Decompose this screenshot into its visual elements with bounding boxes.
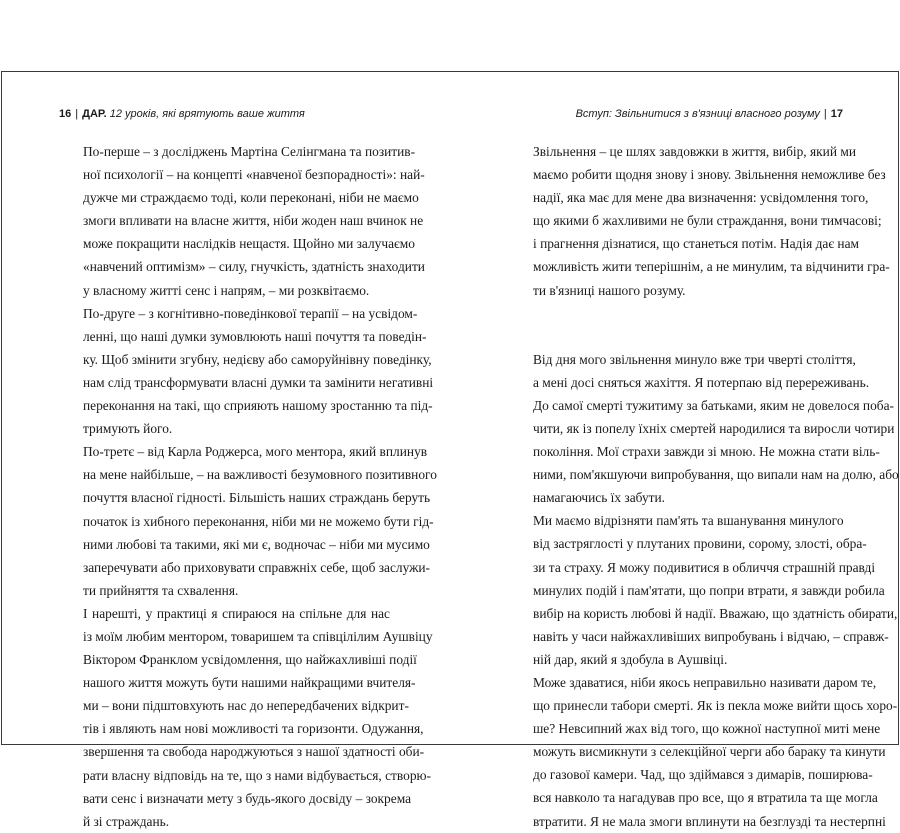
book-subtitle: 12 уроків, які врятують ваше життя — [109, 108, 305, 120]
right-body-text — [509, 140, 899, 833]
text-line: можуть висмикнути з селекційної черги або бараку та кинути — [533, 744, 886, 760]
text-line: може покращити наслідків нещастя. Щойно ми залучаємо — [83, 236, 415, 252]
text-line: ними, пом'якшуючи випробування, що випали нам на долю, або — [533, 467, 899, 483]
text-line: а мені досі сняться жахіття. Я потерпаю від перереживань. — [533, 374, 870, 390]
text-line: початок із хибного переконання, ніби ми не можемо бути гід- — [83, 513, 434, 529]
text-line: що якими б жахливими не були страждання, вони тимчасові; — [533, 213, 882, 229]
text-line: По-третє – від Карла Роджерса, мого ментора, який вплинув — [83, 444, 428, 460]
text-line: намагаючись їх забути. — [533, 490, 666, 506]
text-line: покоління. Мої страхи завжди зі мною. Не можна стати віль- — [533, 444, 880, 460]
page-number: 17 — [830, 108, 843, 120]
book-spread — [1, 71, 899, 829]
text-line: й зі страждань. — [83, 813, 170, 829]
text-line: ленні, що наші думки зумовлюють наші почуття та поведін- — [83, 328, 427, 344]
text-line: До самої смерті тужитиму за батьками, яким не довелося поба- — [533, 397, 894, 413]
text-line: ними любові та такими, які ми є, водночас – ніби ми мусимо — [83, 536, 430, 552]
text-line: ше? Невсипний жах від того, що кожної наступної миті мене — [533, 721, 881, 737]
text-line: надії, яка має для мене два визначення: усвідомлення того, — [533, 190, 869, 206]
text-line: заперечувати або приховувати справжніх себе, щоб заслужи- — [83, 559, 430, 575]
left-running-header — [59, 108, 305, 120]
text-line: минулих подій і пам'ятати, що попри втрати, я завжди робила — [533, 582, 885, 598]
text-line: ній дар, який я здобула в Аушвіці. — [533, 651, 728, 667]
text-line: нашого життя можуть бути нашими найкращими вчителя- — [83, 675, 416, 691]
text-line: навіть у часи найжахливіших випробувань і відчаю, – справж- — [533, 628, 889, 644]
page-number: 16 — [59, 108, 72, 120]
text-line: тів і являють нам нові можливості та горизонти. Одужання, — [83, 721, 424, 737]
text-line: втратити. Я не мала змоги вплинути на безглузді та нестерпні — [533, 813, 886, 829]
text-line: маємо робити щодня знову і знову. Звільнення неможливе без — [533, 167, 886, 183]
text-line: Звільнення – це шлях завдовжки в життя, вибір, який ми — [533, 144, 856, 159]
text-line: вати сенс і визначати мету з будь-якого досвіду – зокрема — [83, 790, 412, 806]
text-line: почуття власної гідності. Більшість наших страждань беруть — [83, 490, 431, 506]
book-title: ДАР. — [82, 108, 107, 120]
left-page — [2, 72, 451, 829]
text-line: вибір на користь любові й надії. Вважаю, що здатність обирати, — [533, 605, 898, 621]
text-line: до газової камери. Чад, що здіймався з димарів, поширюва- — [533, 767, 873, 783]
text-line: Ми маємо відрізняти пам'ять та вшанування минулого — [533, 513, 844, 529]
header-separator: | — [75, 108, 79, 120]
text-line: ти прийняття та схвалення. — [83, 582, 239, 598]
paragraph — [509, 509, 898, 671]
text-line: змоги впливати на власне життя, ніби жоден наш вчинок не — [83, 213, 424, 229]
text-line: на мене найбільше, – на важливості безумовного позитивного — [83, 467, 437, 483]
text-line: чити, як із попелу їхніх смертей народилися та виросли чотири — [533, 420, 895, 436]
text-line: І нарешті, у практиці я спираюся на спільне для нас — [83, 605, 390, 621]
text-line: тримують його. — [83, 421, 173, 437]
text-line: Віктором Франклом усвідомлення, що найжахливіші події — [83, 652, 417, 668]
paragraph — [509, 671, 898, 833]
paragraph — [509, 140, 890, 302]
paragraph-gap — [509, 302, 840, 348]
text-line: із моїм любим ментором, товаришем та співцілілим Аушвіцу — [83, 628, 433, 644]
text-line: «навчений оптимізм» – силу, гнучкість, здатність знаходити — [83, 259, 425, 275]
paragraph — [59, 602, 433, 833]
text-line: дужче ми страждаємо тоді, коли переконані, ніби не маємо — [83, 190, 419, 206]
paragraph — [59, 302, 434, 441]
left-body-text — [59, 140, 437, 833]
text-line: Від дня мого звільнення минуло вже три чверті століття, — [533, 351, 856, 367]
text-line: від застряглості у плутаних провини, сорому, злості, обра- — [533, 536, 867, 552]
text-line: ти в'язниці нашого розуму. — [533, 282, 686, 298]
header-separator: | — [823, 108, 827, 120]
text-line: ної психології – на концепті «навченої безпорадності»: най- — [83, 167, 425, 183]
text-line: вся навколо та нагадував про все, що я втратила та ще могла — [533, 790, 878, 806]
text-line: звершення та свобода народжуються з нашої здатності оби- — [83, 744, 425, 760]
text-line: По-перше – з досліджень Мартіна Селінгмана та позитив- — [83, 144, 416, 159]
text-line: можливість жити теперішнім, а не минулим, та відчинити гра- — [533, 259, 890, 275]
text-line: що принесли табори смерті. Як із пекла може вийти щось хоро- — [533, 698, 898, 714]
text-line: ми – вони підштовхують нас до непередбачених відкрит- — [83, 698, 409, 714]
paragraph — [59, 140, 425, 302]
paragraph — [509, 348, 899, 510]
text-line: ку. Щоб змінити згубну, недієву або саморуйнівну поведінку, — [83, 351, 432, 367]
text-line: нам слід трансформувати власні думки та замінити негативні — [83, 374, 434, 390]
section-title: Вступ: Звільнитися з в'язниці власного розуму — [575, 108, 820, 120]
text-line: і прагнення дізнатися, що станеться потім. Надія дає нам — [533, 236, 860, 252]
right-running-header — [576, 108, 843, 120]
paragraph — [59, 440, 437, 602]
text-line: Може здаватися, ніби якось неправильно називати даром те, — [533, 674, 877, 690]
text-line: рати власну відповідь на те, що з нами відбувається, створю- — [83, 767, 431, 783]
text-line: переконання на такі, що сприяють нашому зростанню та під- — [83, 398, 433, 414]
text-line: у власному житті сенс і напрям, – ми розквітаємо. — [83, 282, 370, 298]
right-page — [451, 72, 900, 829]
text-line: зи та страху. Я можу подивитися в обличчя страшній правді — [533, 559, 876, 575]
text-line: По-друге – з когнітивно-поведінкової терапії – на усвідом- — [83, 305, 418, 321]
